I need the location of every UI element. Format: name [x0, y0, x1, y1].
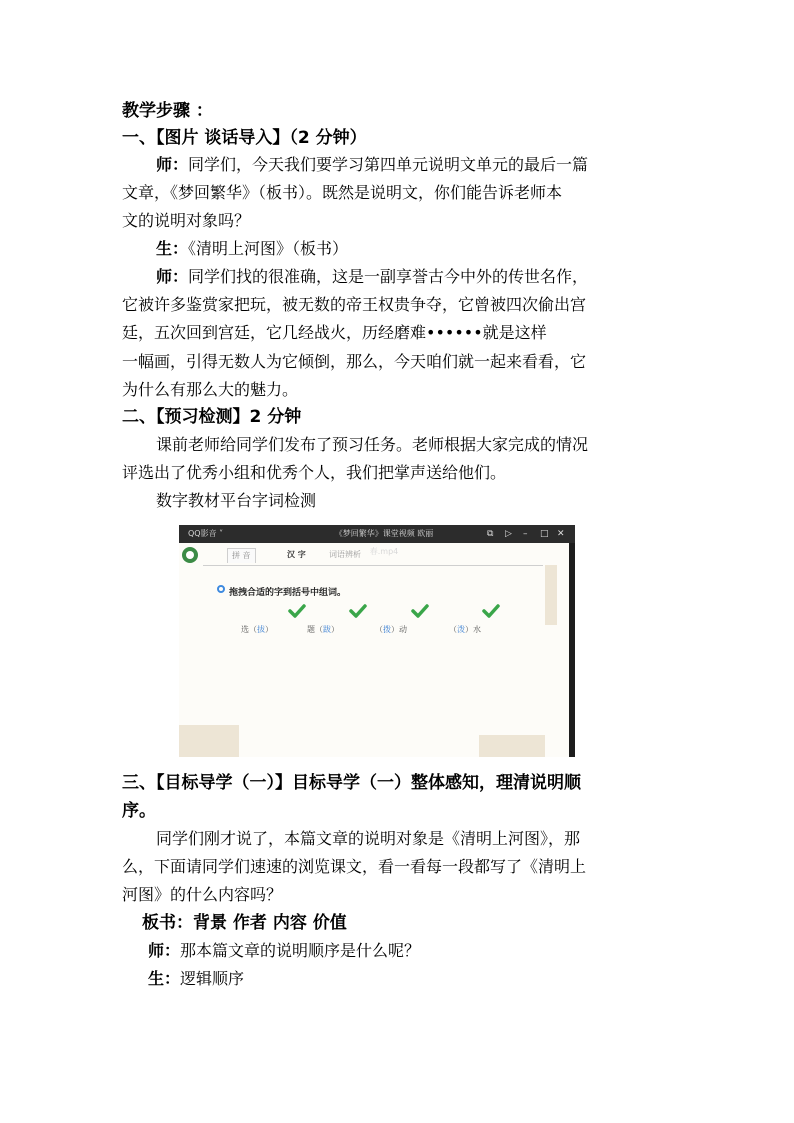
speaker-label: 生：: [156, 239, 189, 258]
section3-heading-cont: 序。: [122, 801, 156, 821]
maximize-icon[interactable]: □: [540, 529, 549, 539]
answer-slot[interactable]: 泼: [457, 625, 465, 634]
paragraph-text: 《清明上河图》（板书）: [188, 239, 349, 258]
speaker-label: 师：: [156, 267, 189, 286]
section1-heading: 一、【图片 谈话导入】（2 分钟）: [122, 128, 367, 148]
paragraph-line: 数字教材平台字词检测: [156, 491, 317, 510]
paragraph-text: 那本篇文章的说明顺序是什么呢？: [180, 941, 421, 960]
decorative-stain: [545, 565, 557, 625]
steps-title: 教学步骤 ：: [122, 101, 213, 121]
player-file-name: 《梦回繁华》课堂视频 欧丽春.mp4: [334, 529, 434, 556]
section3-heading: 三、【目标导学（一）】目标导学（一）整体感知，理清说明顺: [122, 773, 581, 793]
embedded-video-screenshot: [179, 525, 575, 757]
paragraph-line: 同学们刚才说了，本篇文章的说明对象是《清明上河图》，那: [156, 829, 581, 848]
speaker-label: 师：: [148, 941, 181, 960]
answer-slot[interactable]: 跋: [323, 625, 331, 634]
check-icon: [482, 603, 500, 619]
tab-ciyu[interactable]: 词语辨析: [329, 550, 361, 559]
paragraph-line: 它被许多鉴赏家把玩，被无数的帝王权贵争夺，它曾被四次偷出宫: [122, 295, 587, 314]
minimize-icon[interactable]: –: [523, 529, 528, 539]
decorative-stain: [479, 735, 545, 757]
paragraph-text: 逻辑顺序: [180, 969, 245, 988]
paragraph-line: 评选出了优秀小组和优秀个人，我们把掌声送给他们。: [122, 463, 507, 482]
paragraph-line: 么，下面请同学们速速的浏览课文，看一看每一段都写了《清明上: [122, 857, 587, 876]
paragraph-text: 同学们，今天我们要学习第四单元说明文单元的最后一篇: [188, 155, 589, 174]
paragraph-line: 河图》的什么内容吗？: [122, 885, 283, 904]
decorative-stain: [179, 725, 239, 757]
question-icon: [217, 585, 225, 593]
paragraph-text: 同学们找的很准确，这是一副享誉古今中外的传世名作，: [188, 267, 589, 286]
answer-slot[interactable]: 拔: [257, 625, 265, 634]
word-item: （拨）动: [375, 625, 407, 634]
player-app-name[interactable]: QQ影音 ˅: [188, 529, 224, 538]
tab-hanzi[interactable]: 汉 字: [287, 550, 306, 559]
word-item: 题（跋）: [307, 625, 339, 634]
paragraph-line: 文章，《梦回繁华》（板书）。既然是说明文，你们能告诉老师本: [122, 183, 563, 202]
paragraph-line: 一幅画，引得无数人为它倾倒，那么，今天咱们就一起来看看，它: [122, 352, 587, 371]
student-line-1: [156, 239, 348, 259]
speaker-label: 师：: [156, 155, 189, 174]
teacher-line-3: [148, 941, 420, 961]
check-icon: [349, 603, 367, 619]
paragraph-line: 文的说明对象吗？: [122, 211, 251, 230]
answer-slot[interactable]: 拨: [383, 625, 391, 634]
player-side-bar: [569, 543, 575, 757]
teacher-line-1: [156, 155, 588, 175]
screenshot-icon[interactable]: ⧉: [487, 529, 494, 539]
paragraph-line: 为什么有那么大的魅力。: [122, 380, 299, 399]
platform-logo-icon: [182, 547, 198, 563]
close-icon[interactable]: ✕: [557, 529, 565, 539]
board-notes: 板书：背景 作者 内容 价值: [142, 913, 347, 933]
tab-pinyin[interactable]: 拼 音: [227, 548, 256, 563]
teacher-line-2: [156, 267, 588, 287]
pin-icon[interactable]: ▷: [505, 529, 512, 539]
question-text: 拖拽合适的字到括号中组词。: [229, 588, 347, 598]
check-icon: [288, 603, 306, 619]
word-item: 选（拔）: [241, 625, 273, 634]
word-item: （泼）水: [449, 625, 481, 634]
paragraph-line: 课前老师给同学们发布了预习任务。老师根据大家完成的情况: [156, 435, 589, 454]
student-line-2: [148, 969, 244, 989]
paragraph-line: 廷，五次回到宫廷，它几经战火，历经磨难••••••就是这样: [122, 323, 547, 342]
section2-heading: 二、【预习检测】2 分钟: [122, 407, 302, 427]
speaker-label: 生：: [148, 969, 181, 988]
check-icon: [411, 603, 429, 619]
